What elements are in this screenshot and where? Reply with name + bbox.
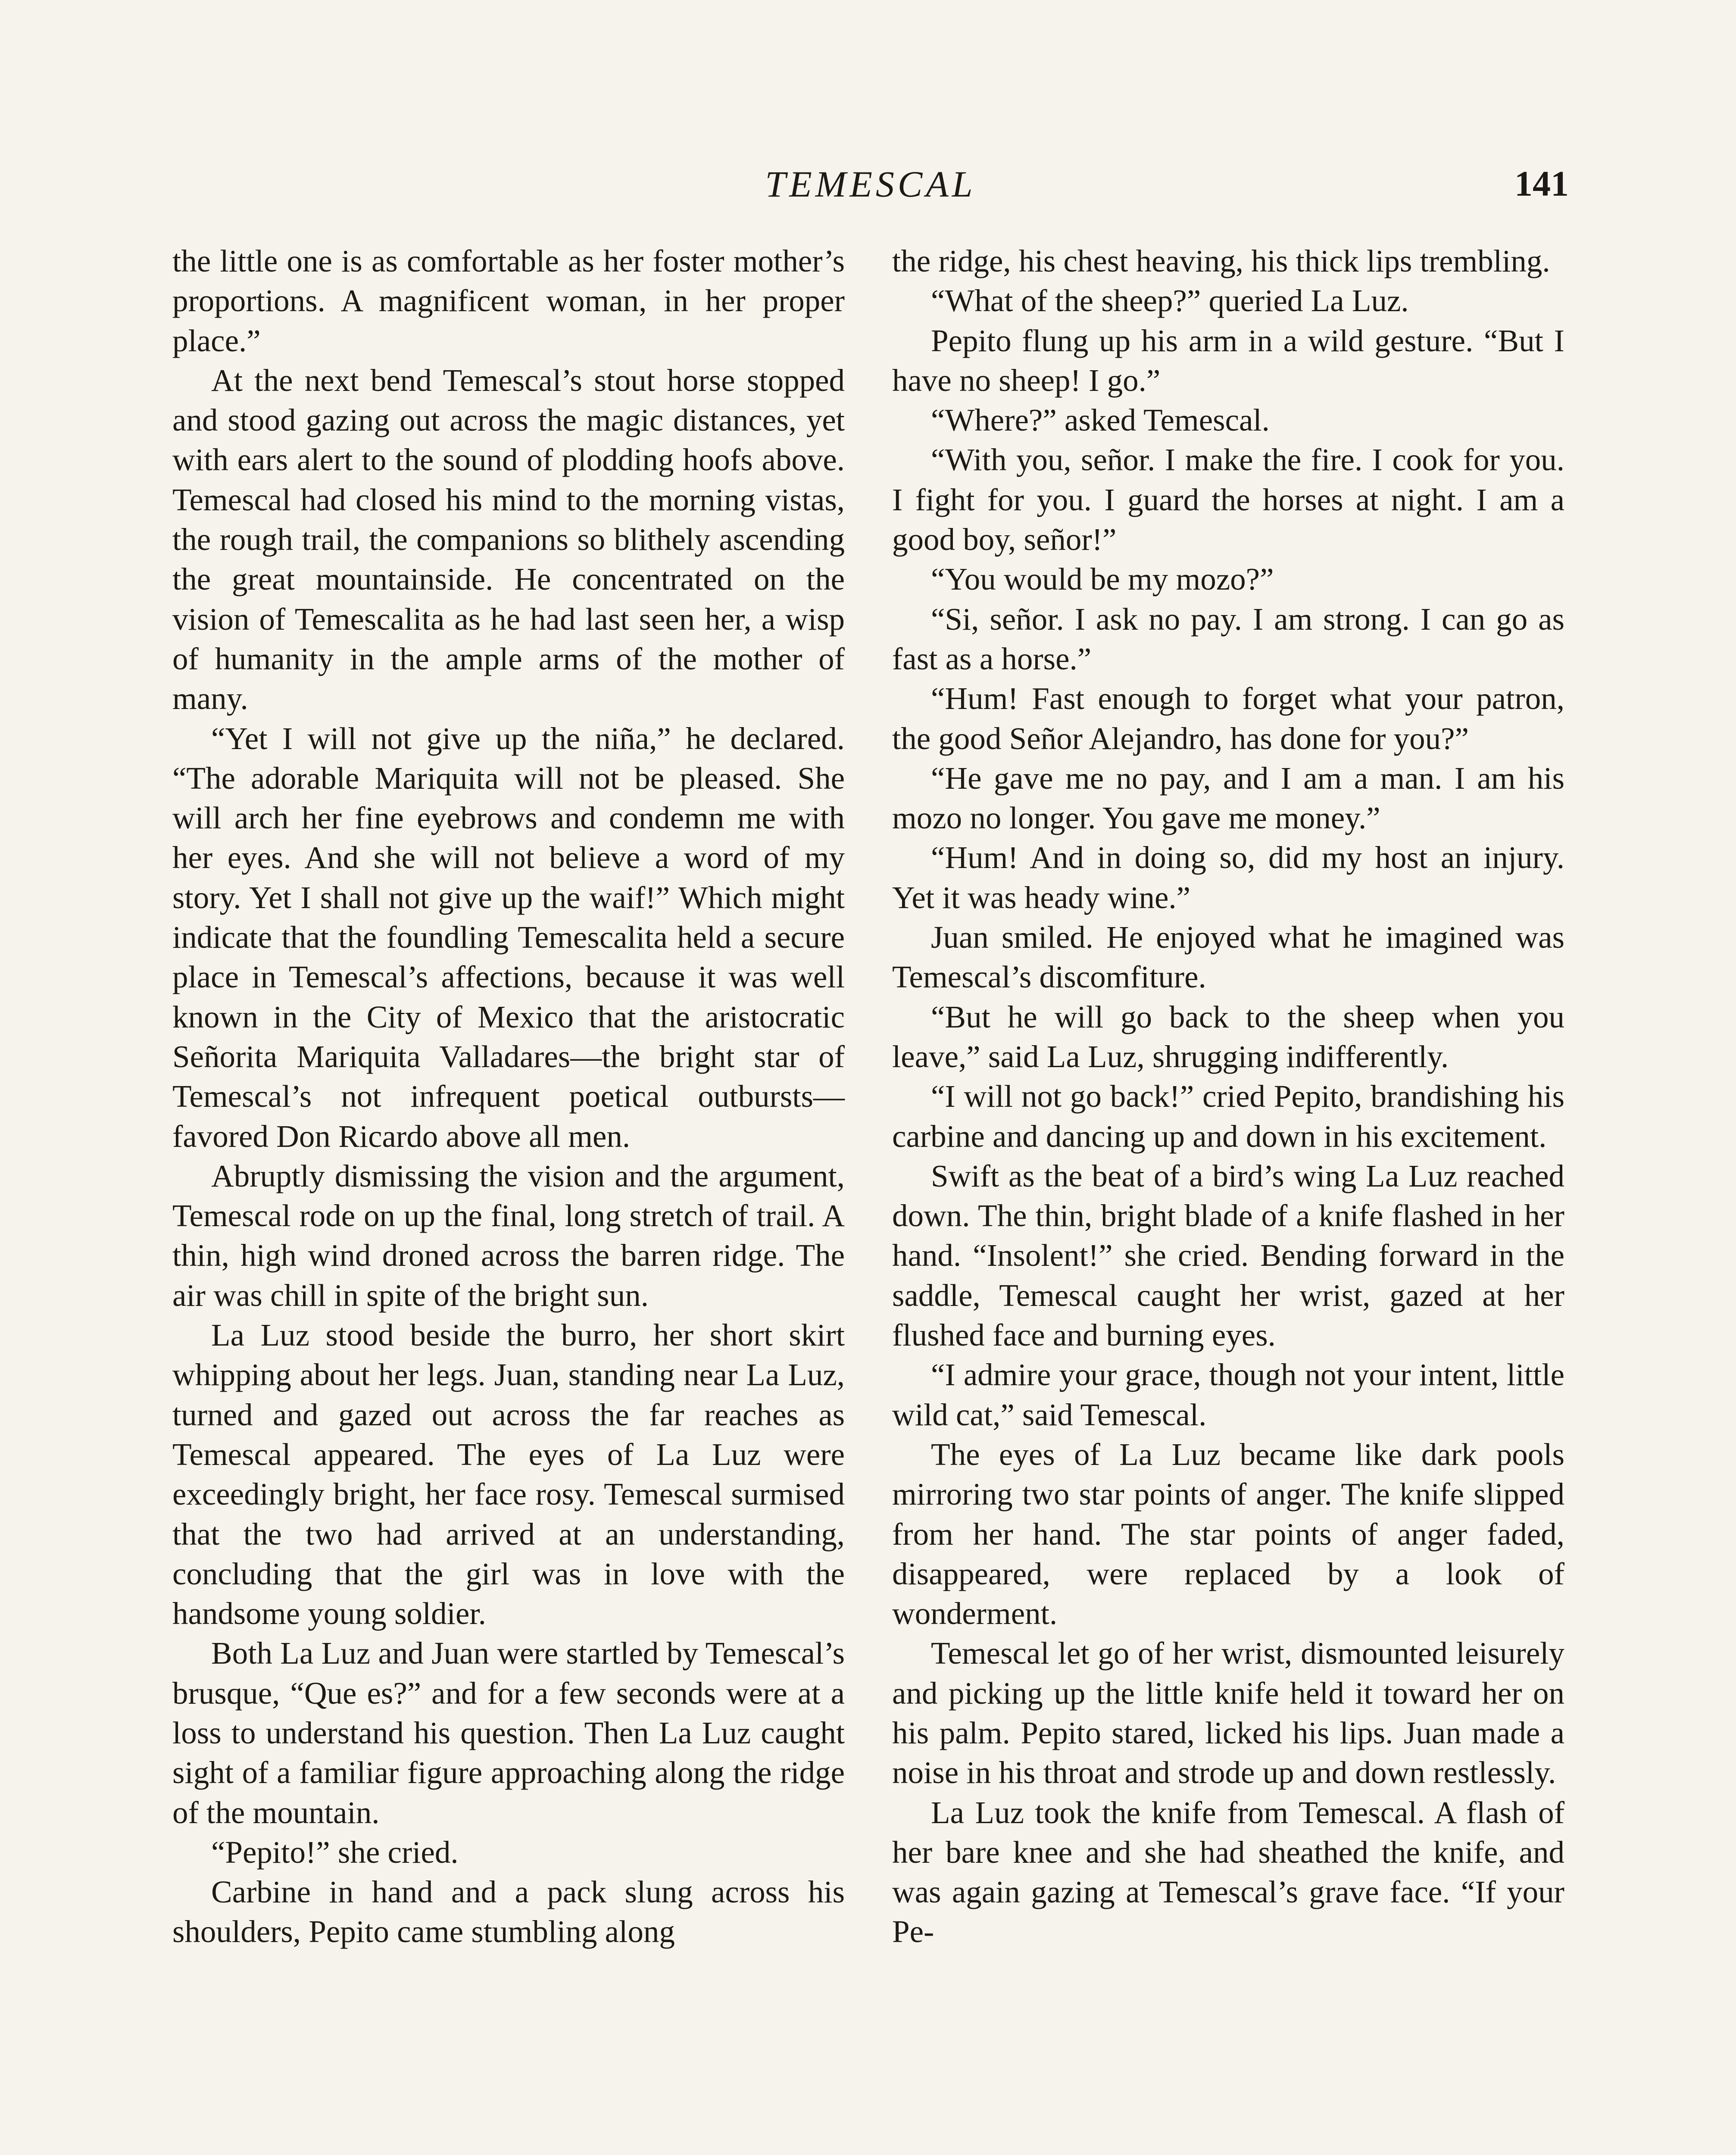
paragraph: “But he will go back to the sheep when you leave,” said La Luz, shrugging indifferently. bbox=[892, 999, 1564, 1074]
paragraph: Abruptly dismissing the vision and the argument, Temescal rode on up the final, long stretch of trail. A thin, high wind droned across the barren ridge. The air was chill in spite of the bright sun. bbox=[172, 1158, 845, 1313]
paragraph: The eyes of La Luz became like dark pools mirroring two star points of anger. The knife slipped from her hand. The star points of anger faded, disappeared, were replaced by a look of wonderment. bbox=[892, 1437, 1564, 1631]
paragraph: Carbine in hand and a pack slung across his shoulders, Pepito came stumbling along bbox=[172, 1874, 845, 1949]
paragraph: “What of the sheep?” queried La Luz. bbox=[931, 283, 1409, 319]
paragraph: Pepito flung up his arm in a wild gesture. “But I have no sheep! I go.” bbox=[892, 323, 1564, 398]
paragraph: Swift as the beat of a bird’s wing La Luz reached down. The thin, bright blade of a knife flashed in her hand. “Insolent!” she cried. Bending forward in the saddle, Temescal caught her wrist, gazed at her flushed face and burning eyes. bbox=[892, 1158, 1564, 1353]
paragraph: “Yet I will not give up the niña,” he declared. “The adorable Mariquita will not be pleased. She will arch her fine eyebrows and condemn me with her eyes. And she will not believe a word of my story. Yet I shall not give up the waif!” Which might indicate that the foundling Temescalita held a secure place in Temescal’s affections, because it was well known in the City of Mexico that the aristocratic Señorita Mariquita Valladares—the bright star of Temescal’s not infrequent poetical outbursts—favored Don Ricardo above all men. bbox=[172, 721, 845, 1154]
paragraph: “With you, señor. I make the fire. I cook for you. I fight for you. I guard the horses at night. I am a good boy, señor!” bbox=[892, 442, 1564, 557]
paragraph: “He gave me no pay, and I am a man. I am his mozo no longer. You gave me money.” bbox=[892, 760, 1564, 836]
paragraph: “Si, señor. I ask no pay. I am strong. I can go as fast as a horse.” bbox=[892, 601, 1564, 676]
left-column bbox=[172, 241, 845, 1952]
paragraph: Juan smiled. He enjoyed what he imagined was Temescal’s discomfiture. bbox=[892, 920, 1564, 995]
paragraph: “Pepito!” she cried. bbox=[211, 1834, 459, 1870]
paragraph: “Where?” asked Temescal. bbox=[931, 403, 1270, 438]
paragraph: La Luz took the knife from Temescal. A flash of her bare knee and she had sheathed the knife, and was again gazing at Temescal’s grave face. “If your Pe- bbox=[892, 1795, 1564, 1949]
page-number: 141 bbox=[1514, 164, 1569, 204]
paragraph: “You would be my mozo?” bbox=[931, 562, 1274, 597]
paragraph: At the next bend Temescal’s stout horse stopped and stood gazing out across the magic distances, yet with ears alert to the sound of plodding hoofs above. Temescal had closed his mind to the morning vistas, the rough trail, the companions so blithely ascending the great mountainside. He concentrated on the vision of Temescalita as he had last seen her, a wisp of humanity in the ample arms of the mother of many. bbox=[172, 362, 845, 716]
running-head bbox=[172, 160, 1569, 212]
paragraph: “I will not go back!” cried Pepito, brandishing his carbine and dancing up and down in his excitement. bbox=[892, 1079, 1564, 1154]
paragraph: “I admire your grace, though not your intent, little wild cat,” said Temescal. bbox=[892, 1357, 1564, 1432]
paragraph: “Hum! Fast enough to forget what your patron, the good Señor Alejandro, has done for you?” bbox=[892, 681, 1564, 756]
paragraph: La Luz stood beside the burro, her short skirt whipping about her legs. Juan, standing near La Luz, turned and gazed out across the far reaches as Temescal appeared. The eyes of La Luz were exceedingly bright, her face rosy. Temescal surmised that the two had arrived at an understanding, concluding that the girl was in love with the handsome young soldier. bbox=[172, 1318, 845, 1631]
paragraph: “Hum! And in doing so, did my host an injury. Yet it was heady wine.” bbox=[892, 840, 1564, 915]
paragraph: Both La Luz and Juan were startled by Temescal’s brusque, “Que es?” and for a few seconds were at a loss to understand his question. Then La Luz caught sight of a familiar figure approaching along the ridge of the mountain. bbox=[172, 1636, 845, 1830]
paragraph: the little one is as comfortable as her foster mother’s proportions. A magnificent woman, in her proper place.” bbox=[172, 244, 845, 358]
running-title: TEMESCAL bbox=[765, 163, 976, 205]
paragraph: the ridge, his chest heaving, his thick lips trembling. bbox=[892, 244, 1550, 278]
right-column bbox=[892, 241, 1564, 1952]
paragraph: Temescal let go of her wrist, dismounted leisurely and picking up the little knife held it toward her on his palm. Pepito stared, licked his lips. Juan made a noise in his throat and strode up and down restlessly. bbox=[892, 1636, 1564, 1790]
